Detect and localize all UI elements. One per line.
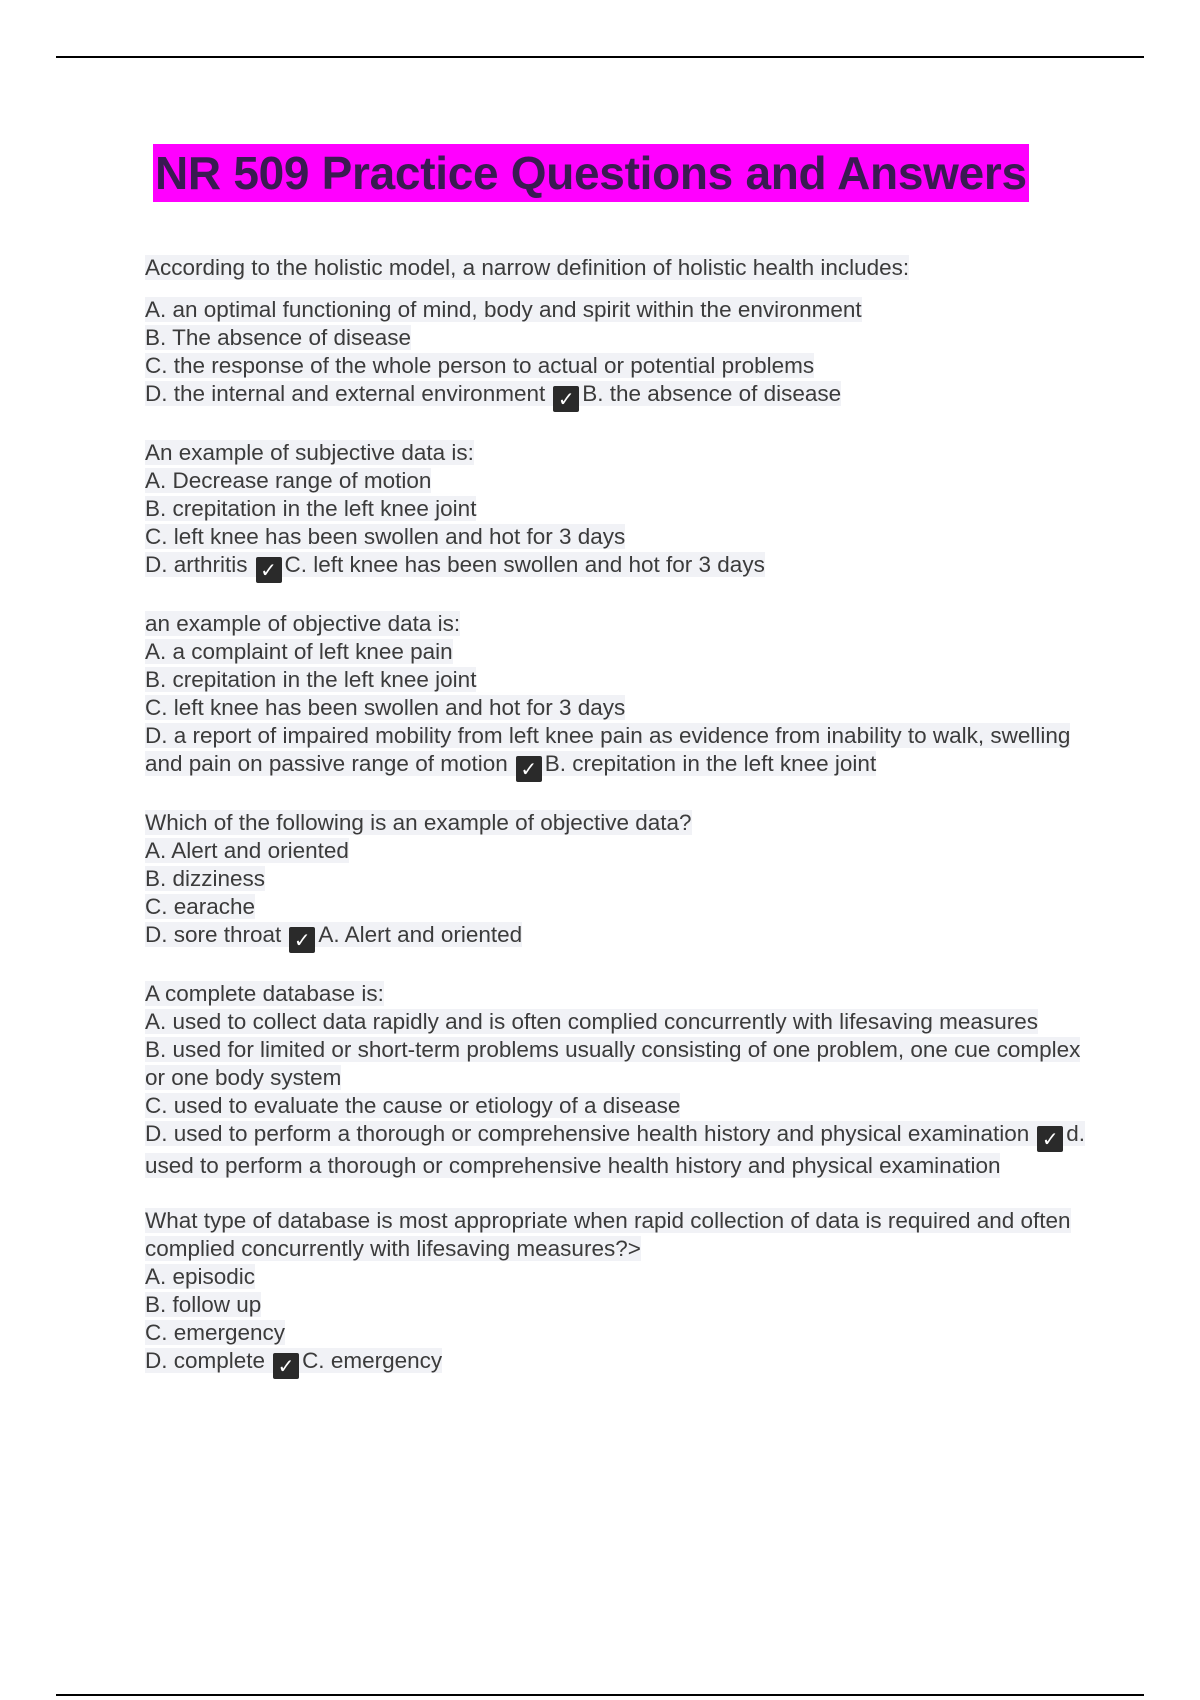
bottom-rule xyxy=(56,1694,1144,1696)
question-prompt: What type of database is most appropriate when rapid collection of data is required and often complied concurrently with lifesaving measures?> xyxy=(145,1208,1071,1261)
question-1 xyxy=(145,254,1085,412)
question-prompt: A complete database is: xyxy=(145,981,384,1006)
check-icon: ✓ xyxy=(516,756,542,782)
answer-text: A. Alert and oriented xyxy=(318,922,523,947)
answer-text: C. emergency xyxy=(302,1348,443,1373)
question-3 xyxy=(145,610,1085,782)
question-prompt: Which of the following is an example of objective data? xyxy=(145,810,692,835)
question-list xyxy=(145,254,1085,1406)
option-d: D. used to perform a thorough or comprehensive health history and physical examination ✓ d. used to perform a thorough or comprehensive health history and physical examination xyxy=(145,1121,1086,1178)
answer-text: B. crepitation in the left knee joint xyxy=(544,751,877,776)
option-c: C. used to evaluate the cause or etiology of a disease xyxy=(145,1093,681,1118)
check-icon: ✓ xyxy=(289,927,315,953)
option-b: B. used for limited or short-term problems usually consisting of one problem, one cue complex or one body system xyxy=(145,1037,1081,1090)
question-5 xyxy=(145,980,1085,1180)
top-rule xyxy=(56,56,1144,58)
option-c: C. left knee has been swollen and hot for 3 days xyxy=(145,524,626,549)
option-a: A. Alert and oriented xyxy=(145,838,349,863)
answer-text: B. the absence of disease xyxy=(582,381,842,406)
option-c: C. left knee has been swollen and hot for 3 days xyxy=(145,695,626,720)
question-4 xyxy=(145,809,1085,953)
check-icon: ✓ xyxy=(553,386,579,412)
option-b: B. dizziness xyxy=(145,866,266,891)
option-a: A. Decrease range of motion xyxy=(145,468,432,493)
question-prompt: an example of objective data is: xyxy=(145,611,461,636)
option-c: C. emergency xyxy=(145,1320,286,1345)
title-block xyxy=(153,144,1029,202)
answer-text: d. used to perform a thorough or comprehensive health history and physical examination xyxy=(145,1121,1086,1178)
option-d: D. the internal and external environment ✓ B. the absence of disease xyxy=(145,381,842,411)
option-a: A. a complaint of left knee pain xyxy=(145,639,453,664)
option-b: B. follow up xyxy=(145,1292,262,1317)
option-d: D. a report of impaired mobility from left knee pain as evidence from inability to walk, swelling and pain on passive range of motion ✓ B. crepitation in the left knee joint xyxy=(145,723,1071,781)
option-d: D. arthritis ✓ C. left knee has been swollen and hot for 3 days xyxy=(145,552,765,582)
check-icon: ✓ xyxy=(1037,1126,1063,1152)
option-a: A. used to collect data rapidly and is often complied concurrently with lifesaving measures xyxy=(145,1009,1038,1034)
check-icon: ✓ xyxy=(256,557,282,583)
option-b: B. crepitation in the left knee joint xyxy=(145,667,477,692)
option-d: D. complete ✓ C. emergency xyxy=(145,1348,443,1378)
answer-text: C. left knee has been swollen and hot for 3 days xyxy=(284,552,765,577)
option-d: D. sore throat ✓ A. Alert and oriented xyxy=(145,922,523,952)
page-title: NR 509 Practice Questions and Answers xyxy=(153,144,1029,202)
option-c: C. earache xyxy=(145,894,256,919)
option-a: A. an optimal functioning of mind, body and spirit within the environment xyxy=(145,297,862,322)
option-b: B. crepitation in the left knee joint xyxy=(145,496,477,521)
option-a: A. episodic xyxy=(145,1264,256,1289)
question-6 xyxy=(145,1207,1085,1379)
option-b: B. The absence of disease xyxy=(145,325,412,350)
check-icon: ✓ xyxy=(273,1353,299,1379)
question-2 xyxy=(145,439,1085,583)
question-prompt: An example of subjective data is: xyxy=(145,440,474,465)
option-c: C. the response of the whole person to actual or potential problems xyxy=(145,353,815,378)
question-prompt: According to the holistic model, a narrow definition of holistic health includes: xyxy=(145,255,910,280)
